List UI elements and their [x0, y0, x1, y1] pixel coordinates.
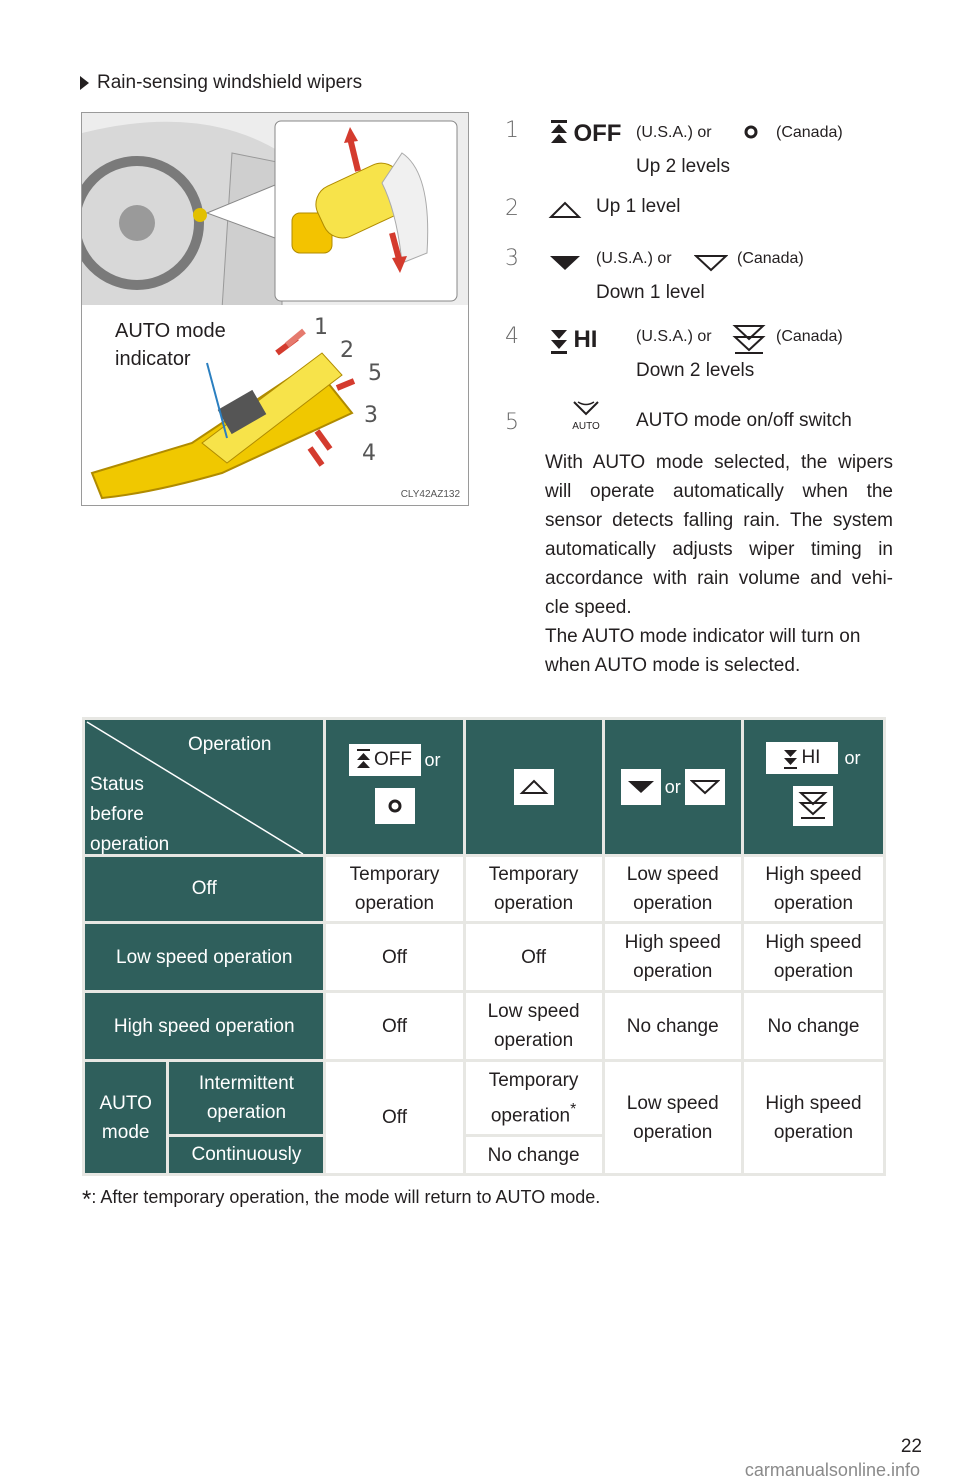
footnote-mark: *: [570, 1100, 577, 1118]
down-1-outline-header-icon: [685, 769, 725, 805]
off-icon-text: OFF: [573, 120, 622, 147]
row-status-off: Off: [85, 857, 323, 921]
item-number-2: 2: [505, 196, 519, 221]
down-1-level-icon: [548, 254, 582, 277]
table-row: [85, 924, 883, 990]
wiper-lever-illustration: [81, 112, 469, 506]
item-number-3: 3: [505, 246, 519, 271]
item-3-region-canada: (Canada): [737, 250, 804, 267]
table-cell: Low speed operation: [605, 857, 741, 921]
hi-icon-text: HI: [573, 326, 598, 353]
item-number-1: 1: [505, 118, 519, 143]
table-row: [85, 1062, 883, 1134]
corner-status-line-2: before: [90, 804, 144, 825]
row-status-high-speed: High speed operation: [85, 993, 323, 1059]
table-cell: Low speed operation: [605, 1062, 741, 1173]
temporary-operation-text: Temporary operation: [488, 1069, 579, 1127]
table-cell: Off: [326, 993, 462, 1059]
down-2-outline-header-icon: [793, 786, 833, 826]
hi-header-icon-text: HI: [801, 747, 821, 768]
row-status-intermittent: Intermittent operation: [169, 1062, 323, 1134]
or-label: or: [664, 776, 681, 797]
wiper-operation-table: [82, 717, 886, 1176]
table-cell: No change: [744, 993, 883, 1059]
down-2-levels-outline-icon: [732, 322, 766, 361]
table-cell: Off: [326, 924, 462, 990]
col-header-down-2: [744, 720, 883, 854]
callout-5: 5: [368, 361, 382, 386]
item-4-description: Down 2 levels: [636, 360, 755, 381]
item-1-description: Up 2 levels: [636, 156, 730, 177]
table-cell: High speed operation: [744, 924, 883, 990]
table-cell: High speed operation: [744, 1062, 883, 1173]
item-number-5: 5: [505, 410, 519, 435]
col-header-up-1: [466, 720, 602, 854]
item-4-region-usa: (U.S.A.) or: [636, 328, 712, 345]
off-header-icon-text: OFF: [374, 749, 412, 770]
watermark: carmanualsonline.info: [744, 1460, 920, 1480]
hi-down-2-header-icon: [766, 742, 838, 774]
off-up-2-header-icon: [349, 744, 421, 776]
down-1-header-icon: [621, 769, 661, 805]
corner-status-line-3: operation: [90, 834, 170, 855]
table-row: [85, 857, 883, 921]
hi-down-2-icon: [551, 326, 597, 354]
table-cell: Temporary operation: [326, 857, 462, 921]
table-cell: Off: [466, 924, 602, 990]
table-row: [85, 993, 883, 1059]
table-cell: High speed operation: [605, 924, 741, 990]
illustration-code: CLY42AZ132: [400, 489, 460, 500]
up-1-header-icon: [514, 769, 554, 805]
footnote: [82, 1186, 600, 1214]
item-4-region-canada: (Canada): [776, 328, 843, 345]
triangle-bullet-icon: [80, 76, 89, 90]
mist-header-icon: [375, 788, 415, 824]
down-1-level-outline-icon: [694, 254, 728, 277]
col-header-up-2: [326, 720, 462, 854]
up-1-level-icon: [548, 200, 582, 225]
table-cell-temporary-operation: [466, 1062, 602, 1134]
row-status-continuously: Continuously: [169, 1137, 323, 1173]
table-cell: Temporary operation: [466, 857, 602, 921]
callout-3: 3: [364, 403, 378, 428]
table-corner-header: [85, 720, 323, 854]
item-number-4: 4: [505, 324, 519, 349]
callout-2: 2: [340, 338, 354, 363]
table-cell: No change: [466, 1137, 602, 1173]
mist-circle-icon: [743, 124, 759, 145]
item-5-detail: [545, 448, 893, 680]
table-cell: High speed operation: [744, 857, 883, 921]
item-1-region-canada: (Canada): [776, 124, 843, 141]
callout-4: 4: [362, 441, 376, 466]
row-status-auto-mode: AUTO mode: [85, 1062, 166, 1173]
auto-icon-text: AUTO: [572, 421, 600, 432]
corner-status-line-1: Status: [90, 774, 144, 795]
or-label: or: [844, 747, 861, 768]
item-5-description: AUTO mode on/off switch: [636, 410, 852, 431]
table-cell: No change: [605, 993, 741, 1059]
corner-status-label: [90, 770, 169, 860]
corner-operation-label: Operation: [188, 734, 272, 755]
item-3-region-usa: (U.S.A.) or: [596, 250, 672, 267]
row-status-low-speed: Low speed operation: [85, 924, 323, 990]
col-header-down-1: [605, 720, 741, 854]
page-number: 22: [900, 1436, 922, 1457]
table-cell: Off: [326, 1062, 462, 1173]
auto-switch-icon: [566, 398, 606, 432]
item-3-description: Down 1 level: [596, 282, 705, 303]
or-label: or: [424, 749, 441, 770]
off-up-2-icon: [551, 120, 621, 148]
footnote-mark: *: [82, 1186, 92, 1213]
indicator-label-line-2: indicator: [115, 348, 191, 370]
section-title: Rain-sensing windshield wipers: [97, 72, 363, 93]
item-5-detail-paragraph-1: With AUTO mode selected, the wipers will operate automatically when the sensor detects falling rain. The system automatically adjusts wiper timing in accordance with rain volume and vehi-cle speed.: [545, 452, 893, 618]
callout-1: 1: [314, 315, 328, 340]
item-5-detail-paragraph-2: The AUTO mode indicator will turn on when AUTO mode is selected.: [545, 626, 861, 676]
auto-mode-indicator-label: [115, 317, 226, 373]
table-cell: Low speed operation: [466, 993, 602, 1059]
item-1-region-usa: (U.S.A.) or: [636, 124, 712, 141]
table-header-row: [85, 720, 883, 854]
item-2-description: Up 1 level: [596, 196, 681, 217]
footnote-text: : After temporary operation, the mode will return to AUTO mode.: [91, 1187, 601, 1207]
section-heading: [80, 72, 362, 94]
wiper-lever-drawing: [82, 113, 468, 505]
indicator-label-line-1: AUTO mode: [115, 320, 226, 342]
